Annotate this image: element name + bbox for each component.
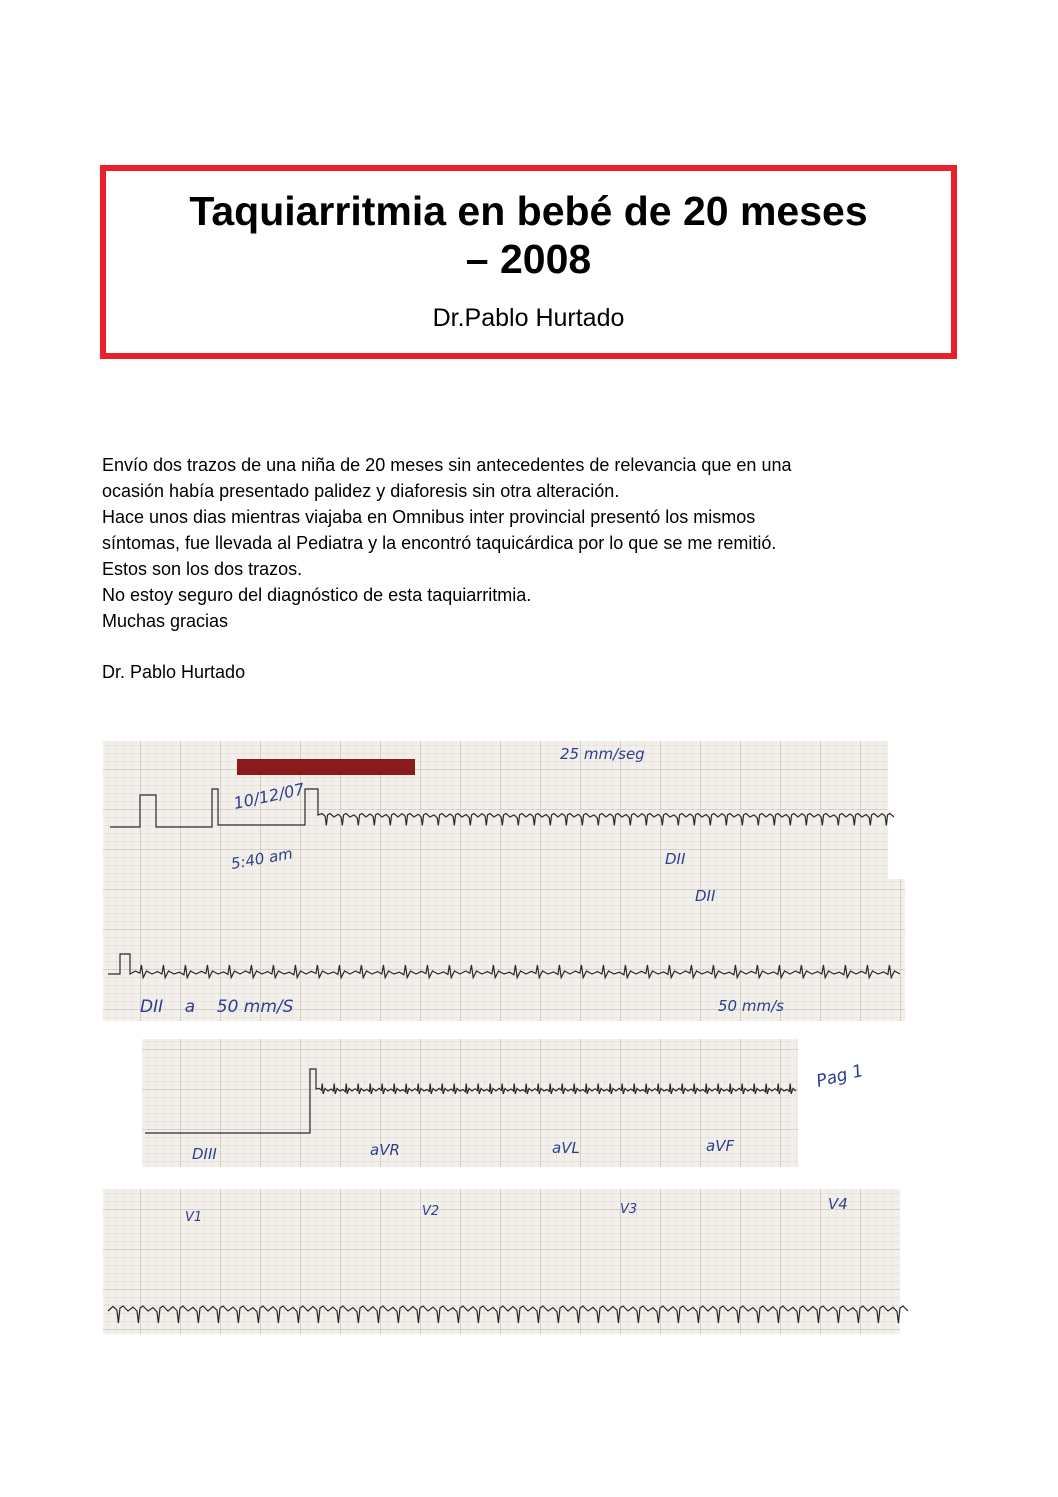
- redaction-bar: [237, 759, 415, 775]
- author-name: Dr.Pablo Hurtado: [432, 304, 625, 332]
- strip2-speed: 50 mm/s: [718, 997, 784, 1015]
- paragraph-line: Envío dos trazos de una niña de 20 meses sin antecedentes de relevancia que en una: [102, 455, 792, 475]
- lead-label-dii-2: DII: [695, 887, 716, 905]
- paragraph-line: Hace unos dias mientras viajaba en Omnibus inter provincial presentó los mismos: [102, 507, 756, 527]
- case-description: [102, 452, 942, 634]
- lead-label-diii: DIII: [192, 1145, 217, 1163]
- ecg-scan-svg: [100, 729, 958, 1351]
- lead-label-v1: V1: [185, 1210, 203, 1225]
- lead-label-v4: V4: [828, 1195, 848, 1213]
- strip2-annotation: DII a 50 mm/S: [140, 997, 294, 1017]
- lead-label-avf: aVF: [706, 1137, 735, 1155]
- paragraph-line: ocasión había presentado palidez y diaforesis sin otra alteración.: [102, 481, 620, 501]
- ecg-strip-4: [103, 1189, 900, 1334]
- page-title: Taquiarritmia en bebé de 20 meses: [189, 188, 868, 234]
- lead-label-dii: DII: [665, 850, 686, 868]
- title-box: [100, 165, 957, 359]
- lead-label-avr: aVR: [370, 1141, 400, 1159]
- speed-annotation: 25 mm/seg: [560, 745, 645, 763]
- lead-label-v3: V3: [620, 1202, 638, 1217]
- page-annotation: Pag 1: [814, 1060, 866, 1092]
- paragraph-line: síntomas, fue llevada al Pediatra y la encontró taquicárdica por lo que se me remitió.: [102, 533, 777, 553]
- lead-label-avl: aVL: [552, 1139, 580, 1157]
- page-title-year: – 2008: [465, 236, 592, 282]
- date-annotation: 10/12/07: [231, 779, 307, 813]
- paragraph-line: Estos son los dos trazos.: [102, 559, 303, 579]
- ecg-strip-1: [103, 741, 888, 883]
- paragraph-line: Muchas gracias: [102, 611, 229, 631]
- paragraph-line: No estoy seguro del diagnóstico de esta taquiarritmia.: [102, 585, 532, 605]
- signature: Dr. Pablo Hurtado: [102, 662, 246, 682]
- lead-label-v2: V2: [422, 1204, 440, 1219]
- time-annotation: 5:40 am: [229, 844, 295, 873]
- ecg-scan-image: [100, 729, 958, 1351]
- ecg-strip-3: [142, 1039, 798, 1167]
